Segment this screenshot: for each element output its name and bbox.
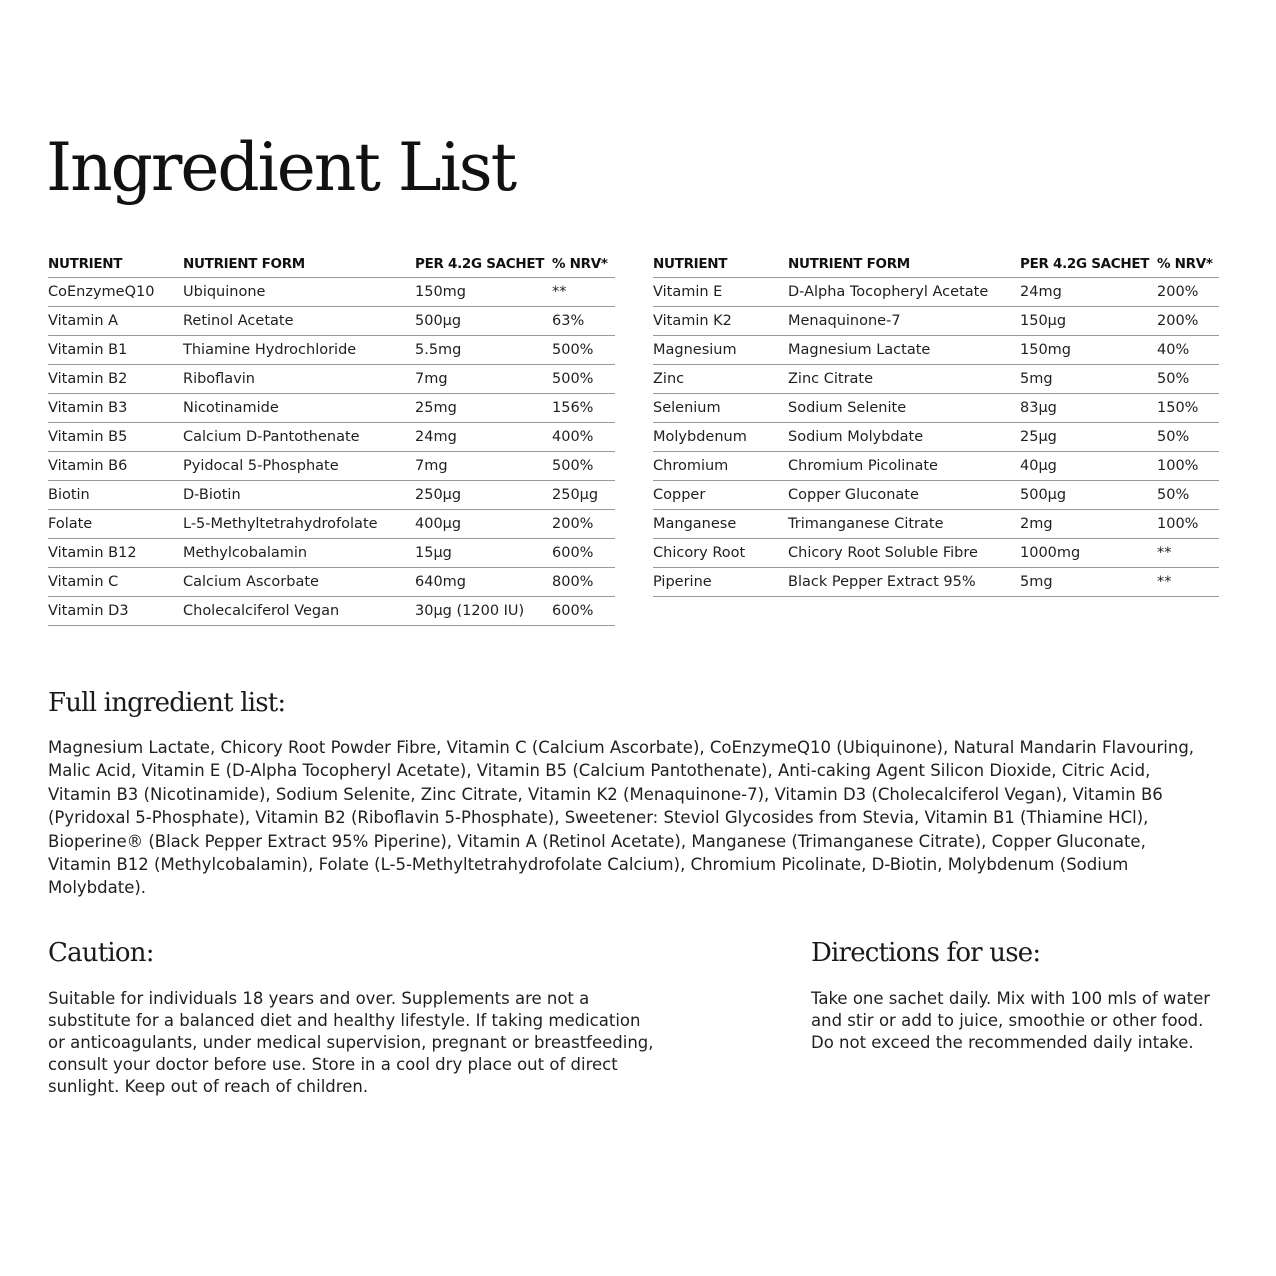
cell-nutrient-form: Trimanganese Citrate — [788, 510, 1020, 539]
page-title: Ingredient List — [46, 129, 516, 206]
table-row — [653, 307, 1219, 336]
caution-text: Suitable for individuals 18 years and over. Supplements are not a substitute for a balanced diet and healthy lifestyle. If taking medication or anticoagulants, under medical supervision, pregnant or breastfeeding, consult your doctor before use. Store in a cool dry place out of direct sunlight. Keep out of reach of children. — [48, 989, 654, 1096]
cell-nrv: 250µg — [552, 481, 615, 510]
nutrient-table-left — [48, 250, 615, 626]
cell-per-sachet: 5mg — [1020, 568, 1157, 597]
cell-nutrient: Vitamin B1 — [48, 336, 183, 365]
cell-nrv: 100% — [1157, 510, 1219, 539]
cell-nutrient: Vitamin B12 — [48, 539, 183, 568]
cell-nutrient-form: Sodium Selenite — [788, 394, 1020, 423]
cell-per-sachet: 30µg (1200 IU) — [415, 597, 552, 626]
cell-nutrient: Copper — [653, 481, 788, 510]
table-row — [48, 481, 615, 510]
full-ingredient-heading: Full ingredient list: — [48, 688, 286, 718]
cell-nutrient-form: Nicotinamide — [183, 394, 415, 423]
table-row — [653, 394, 1219, 423]
cell-nutrient: Vitamin B6 — [48, 452, 183, 481]
full-ingredient-text: Magnesium Lactate, Chicory Root Powder Fibre, Vitamin C (Calcium Ascorbate), CoEnzymeQ10 (Ubiquinone), Natural Mandarin Flavouring, Malic Acid, Vitamin E (D-Alpha Tocopheryl Acetate), Vitamin B5 (Calcium Pantothenate), Anti-caking Agent Silicon Dioxide, Citric Acid, Vitamin B3 (Nicotinamide), Sodium Selenite, Zinc Citrate, Vitamin K2 (Menaquinone-7), Vitamin D3 (Cholecalciferol Vegan), Vitamin B6 (Pyridoxal 5-Phosphate), Vitamin B2 (Riboflavin 5-Phosphate), Sweetener: Steviol Glycosides from Stevia, Vitamin B1 (Thiamine HCl), Bioperine® (Black Pepper Extract 95% Piperine), Vitamin A (Retinol Acetate), Manganese (Trimanganese Citrate), Copper Gluconate, Vitamin B12 (Methylcobalamin), Folate (L-5-Methyltetrahydrofolate Calcium), Chromium Picolinate, D-Biotin, Molybdenum (Sodium Molybdate). — [48, 738, 1195, 898]
cell-nutrient: Vitamin D3 — [48, 597, 183, 626]
cell-per-sachet: 1000mg — [1020, 539, 1157, 568]
cell-nutrient: Vitamin B5 — [48, 423, 183, 452]
cell-nutrient-form: Calcium D-Pantothenate — [183, 423, 415, 452]
cell-nrv: 200% — [552, 510, 615, 539]
table-body — [653, 278, 1219, 597]
cell-nutrient: Vitamin C — [48, 568, 183, 597]
directions-text: Take one sachet daily. Mix with 100 mls of water and stir or add to juice, smoothie or other food. Do not exceed the recommended daily intake. — [811, 989, 1211, 1052]
cell-per-sachet: 2mg — [1020, 510, 1157, 539]
cell-nrv: 150% — [1157, 394, 1219, 423]
cell-nutrient: Vitamin E — [653, 278, 788, 307]
cell-nrv: 500% — [552, 365, 615, 394]
cell-nutrient-form: Thiamine Hydrochloride — [183, 336, 415, 365]
table-row — [48, 510, 615, 539]
cell-nrv: 800% — [552, 568, 615, 597]
cell-nrv: 50% — [1157, 481, 1219, 510]
table-row — [48, 423, 615, 452]
table-row — [48, 278, 615, 307]
cell-nrv: 50% — [1157, 423, 1219, 452]
cell-per-sachet: 25µg — [1020, 423, 1157, 452]
header-nutrient: NUTRIENT — [653, 250, 788, 278]
cell-nutrient-form: Sodium Molybdate — [788, 423, 1020, 452]
caution-heading: Caution: — [48, 938, 154, 968]
cell-per-sachet: 150mg — [1020, 336, 1157, 365]
cell-per-sachet: 25mg — [415, 394, 552, 423]
table-row — [653, 539, 1219, 568]
table-header-row — [48, 250, 615, 278]
cell-per-sachet: 640mg — [415, 568, 552, 597]
cell-nutrient-form: Cholecalciferol Vegan — [183, 597, 415, 626]
cell-per-sachet: 15µg — [415, 539, 552, 568]
cell-per-sachet: 400µg — [415, 510, 552, 539]
cell-nutrient: Piperine — [653, 568, 788, 597]
cell-per-sachet: 40µg — [1020, 452, 1157, 481]
cell-nrv: 200% — [1157, 278, 1219, 307]
cell-nutrient: Selenium — [653, 394, 788, 423]
cell-per-sachet: 5mg — [1020, 365, 1157, 394]
header-nrv: % NRV* — [552, 250, 615, 278]
cell-nutrient: Vitamin B3 — [48, 394, 183, 423]
cell-nrv: 100% — [1157, 452, 1219, 481]
cell-nutrient-form: Riboflavin — [183, 365, 415, 394]
cell-per-sachet: 150µg — [1020, 307, 1157, 336]
cell-per-sachet: 5.5mg — [415, 336, 552, 365]
cell-nutrient: Vitamin B2 — [48, 365, 183, 394]
cell-nutrient: Magnesium — [653, 336, 788, 365]
table-row — [48, 394, 615, 423]
cell-nutrient: Vitamin K2 — [653, 307, 788, 336]
cell-nutrient-form: Copper Gluconate — [788, 481, 1020, 510]
table-row — [653, 336, 1219, 365]
table-row — [653, 423, 1219, 452]
table-header-row — [653, 250, 1219, 278]
header-nutrient: NUTRIENT — [48, 250, 183, 278]
cell-per-sachet: 7mg — [415, 452, 552, 481]
cell-nutrient-form: D-Alpha Tocopheryl Acetate — [788, 278, 1020, 307]
cell-nrv: 500% — [552, 336, 615, 365]
cell-per-sachet: 500µg — [415, 307, 552, 336]
cell-nrv: 600% — [552, 597, 615, 626]
cell-nutrient: Zinc — [653, 365, 788, 394]
cell-nutrient-form: Retinol Acetate — [183, 307, 415, 336]
cell-nrv: 156% — [552, 394, 615, 423]
cell-nrv: 63% — [552, 307, 615, 336]
cell-nutrient-form: Black Pepper Extract 95% — [788, 568, 1020, 597]
cell-nrv: ** — [552, 278, 615, 307]
cell-per-sachet: 250µg — [415, 481, 552, 510]
cell-nutrient-form: Ubiquinone — [183, 278, 415, 307]
table-row — [48, 365, 615, 394]
table-row — [653, 568, 1219, 597]
table-row — [653, 510, 1219, 539]
cell-nutrient-form: Pyidocal 5-Phosphate — [183, 452, 415, 481]
nutrient-table-right — [653, 250, 1219, 597]
cell-nutrient-form: Chromium Picolinate — [788, 452, 1020, 481]
table-row — [653, 481, 1219, 510]
cell-nutrient-form: Zinc Citrate — [788, 365, 1020, 394]
cell-nutrient-form: L-5-Methyltetrahydrofolate — [183, 510, 415, 539]
cell-per-sachet: 24mg — [1020, 278, 1157, 307]
cell-nutrient: Vitamin A — [48, 307, 183, 336]
cell-nutrient-form: Methylcobalamin — [183, 539, 415, 568]
header-per-sachet: PER 4.2G SACHET — [415, 250, 552, 278]
cell-per-sachet: 150mg — [415, 278, 552, 307]
table-row — [48, 539, 615, 568]
table-row — [653, 365, 1219, 394]
table-row — [653, 452, 1219, 481]
table-row — [48, 452, 615, 481]
cell-nutrient-form: D-Biotin — [183, 481, 415, 510]
cell-nrv: ** — [1157, 539, 1219, 568]
cell-per-sachet: 24mg — [415, 423, 552, 452]
cell-nutrient-form: Menaquinone-7 — [788, 307, 1020, 336]
header-nutrient-form: NUTRIENT FORM — [788, 250, 1020, 278]
cell-nrv: ** — [1157, 568, 1219, 597]
cell-nutrient: Chicory Root — [653, 539, 788, 568]
table-row — [48, 568, 615, 597]
cell-nrv: 200% — [1157, 307, 1219, 336]
cell-nutrient: Molybdenum — [653, 423, 788, 452]
cell-per-sachet: 7mg — [415, 365, 552, 394]
cell-nutrient-form: Magnesium Lactate — [788, 336, 1020, 365]
cell-nutrient: Chromium — [653, 452, 788, 481]
table-row — [48, 336, 615, 365]
cell-per-sachet: 83µg — [1020, 394, 1157, 423]
cell-nrv: 400% — [552, 423, 615, 452]
cell-nutrient: Biotin — [48, 481, 183, 510]
cell-nrv: 40% — [1157, 336, 1219, 365]
table-row — [48, 307, 615, 336]
table-row — [48, 597, 615, 626]
table-body — [48, 278, 615, 626]
cell-nrv: 600% — [552, 539, 615, 568]
header-nrv: % NRV* — [1157, 250, 1219, 278]
header-per-sachet: PER 4.2G SACHET — [1020, 250, 1157, 278]
cell-nutrient: Manganese — [653, 510, 788, 539]
cell-nutrient: CoEnzymeQ10 — [48, 278, 183, 307]
table-row — [653, 278, 1219, 307]
cell-nutrient-form: Calcium Ascorbate — [183, 568, 415, 597]
cell-nrv: 50% — [1157, 365, 1219, 394]
cell-nrv: 500% — [552, 452, 615, 481]
directions-heading: Directions for use: — [811, 938, 1041, 968]
cell-nutrient-form: Chicory Root Soluble Fibre — [788, 539, 1020, 568]
header-nutrient-form: NUTRIENT FORM — [183, 250, 415, 278]
cell-per-sachet: 500µg — [1020, 481, 1157, 510]
cell-nutrient: Folate — [48, 510, 183, 539]
